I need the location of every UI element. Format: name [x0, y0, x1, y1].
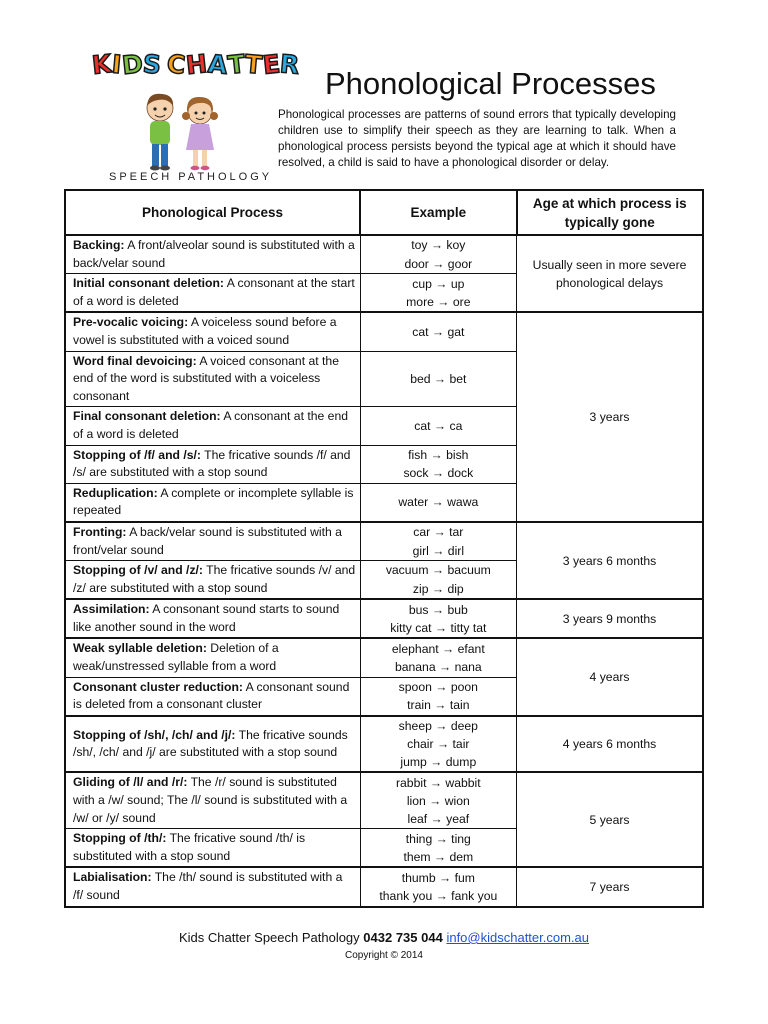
example-item: thing → ting — [405, 831, 471, 846]
footer-phone: 0432 735 044 — [363, 930, 443, 945]
process-description: The fricative sounds /f/ and /s/ are substituted with a stop sound — [73, 447, 351, 480]
process-description: A consonant at the end of a word is deleted — [73, 409, 349, 441]
logo-letter: R — [279, 49, 302, 80]
process-cell — [65, 561, 360, 600]
logo-wordmark — [90, 48, 302, 84]
example-item: door → goor — [404, 256, 473, 271]
process-description: The fricative sounds /v/ and /z/ are substituted with a stop sound — [73, 563, 356, 595]
process-name: Stopping of /th/: — [73, 831, 167, 846]
example-cell — [360, 829, 516, 868]
process-name: Fronting: — [73, 524, 127, 539]
example-item: vacuum → bacuum — [385, 563, 491, 578]
process-name: Stopping of /f/ and /s/: — [73, 447, 201, 462]
example-item: rabbit → wabbit — [395, 775, 481, 790]
process-name: Consonant cluster reduction: — [73, 679, 243, 694]
example-item: sheep → deep — [398, 718, 478, 733]
process-description: A back/velar sound is substituted with a front/velar sound — [73, 524, 342, 557]
process-cell — [65, 867, 360, 906]
process-description: The fricative sound /th/ is substituted with a stop sound — [73, 831, 306, 863]
logo-letter: H — [184, 48, 210, 81]
example-item: them → dem — [403, 849, 474, 864]
example-cell — [360, 867, 516, 906]
example-item: more → ore — [406, 294, 471, 309]
age-cell: Usually seen in more severe phonological delays — [517, 235, 703, 312]
example-item: cat → gat — [412, 324, 465, 339]
example-cell — [360, 599, 516, 638]
example-cell — [360, 235, 516, 274]
process-name: Final consonant deletion: — [73, 409, 221, 424]
process-description: A front/alveolar sound is substituted with a back/velar sound — [73, 238, 355, 270]
process-cell — [65, 716, 360, 773]
example-item: banana → nana — [394, 660, 482, 675]
example-item: leaf → yeaf — [407, 811, 470, 826]
process-description: The /th/ sound is substituted with a /f/ sound — [73, 870, 343, 903]
phonological-process-table — [64, 189, 704, 908]
example-item: elephant → efant — [391, 641, 485, 656]
logo-letter: A — [206, 49, 229, 80]
example-item: sock → dock — [403, 466, 474, 481]
process-cell — [65, 772, 360, 828]
age-cell: 4 years 6 months — [517, 716, 703, 773]
example-item: lion → wion — [406, 793, 470, 808]
logo-subtitle: SPEECH PATHOLOGY — [109, 171, 273, 183]
age-cell: 7 years — [517, 867, 703, 906]
example-cell — [360, 522, 516, 561]
example-cell — [360, 274, 516, 313]
example-cell — [360, 638, 516, 677]
process-cell — [65, 274, 360, 313]
age-cell: 3 years 9 months — [517, 599, 703, 638]
process-description: A consonant at the start of a word is deleted — [73, 276, 355, 308]
process-description: Deletion of a weak/unstressed syllable from a word — [73, 641, 279, 674]
process-cell — [65, 235, 360, 274]
example-item: fish → bish — [408, 447, 469, 462]
process-cell — [65, 829, 360, 868]
process-cell — [65, 677, 360, 716]
process-cell — [65, 445, 360, 483]
example-item: cup → up — [412, 276, 465, 291]
example-cell — [360, 312, 516, 351]
process-cell — [65, 599, 360, 638]
logo-letter: T — [243, 49, 264, 80]
example-item: kitty cat → titty tat — [390, 620, 487, 635]
example-item: bed → bet — [410, 371, 467, 386]
process-cell — [65, 351, 360, 407]
age-cell: 3 years — [517, 312, 703, 522]
process-name: Weak syllable deletion: — [73, 641, 207, 656]
logo-letter: E — [261, 49, 282, 80]
table-row — [65, 235, 703, 274]
copyright: Copyright © 2014 — [345, 950, 423, 961]
header-age: Age at which process is typically gone — [517, 190, 703, 235]
process-cell — [65, 407, 360, 445]
footer-email-link[interactable]: info@kidschatter.com.au — [446, 930, 589, 945]
process-name: Gliding of /l/ and /r/: — [73, 775, 188, 790]
example-cell — [360, 677, 516, 716]
process-description: A complete or incomplete syllable is repeated — [73, 485, 354, 518]
process-name: Initial consonant deletion: — [73, 276, 224, 291]
table-row — [65, 867, 703, 906]
example-item: jump → dump — [400, 755, 477, 770]
example-item: spoon → poon — [398, 680, 478, 695]
age-cell: 4 years — [517, 638, 703, 715]
example-item: bus → bub — [408, 602, 468, 617]
process-description: The /r/ sound is substituted with a /w/ sound; The /l/ sound is substituted with a /w/ or /y/ sound — [73, 775, 348, 825]
example-cell — [360, 483, 516, 522]
table-row — [65, 716, 703, 773]
process-name: Backing: — [73, 238, 125, 252]
process-name: Labialisation: — [73, 870, 152, 885]
example-item: thank you → fank you — [379, 889, 498, 904]
table-row — [65, 599, 703, 638]
example-item: water → wawa — [398, 495, 479, 510]
process-cell — [65, 312, 360, 351]
process-description: The fricative sounds /sh/, /ch/ and /j/ are substituted with a stop sound — [73, 727, 348, 760]
process-name: Word final devoicing: — [73, 353, 197, 368]
example-cell — [360, 445, 516, 483]
header-example: Example — [360, 190, 516, 235]
process-description: A voiced consonant at the end of the word is substituted with a voiceless consonant — [73, 353, 339, 403]
intro-paragraph: Phonological processes are patterns of sound errors that typically developing children use to simplify their speech as they are learning to talk. When a phonological process persists beyond the typical age at which it should have resolved, a child is said to have a phonological disorder or delay. — [278, 108, 676, 169]
process-name: Assimilation: — [73, 602, 150, 617]
example-cell — [360, 407, 516, 445]
example-item: cat → ca — [414, 418, 463, 433]
header-process: Phonological Process — [65, 190, 360, 235]
process-name: Stopping of /v/ and /z/: — [73, 563, 203, 578]
logo-letter: D — [120, 48, 145, 81]
table-row — [65, 772, 703, 828]
example-item: toy → koy — [411, 238, 466, 253]
example-item: car → tar — [413, 525, 464, 540]
logo-letter: T — [226, 49, 247, 80]
process-description: A voiceless sound before a vowel is substituted with a voiced sound — [73, 315, 337, 347]
process-name: Reduplication: — [73, 485, 158, 500]
example-cell — [360, 716, 516, 773]
age-cell: 5 years — [517, 772, 703, 867]
example-item: thumb → fum — [401, 870, 475, 885]
process-cell — [65, 638, 360, 677]
page-title: Phonological Processes — [325, 66, 656, 101]
process-description: A consonant sound starts to sound like another sound in the word — [73, 602, 340, 634]
example-item: girl → dirl — [412, 543, 465, 558]
example-item: train → tain — [407, 698, 470, 713]
age-cell: 3 years 6 months — [517, 522, 703, 599]
logo-letter: I — [110, 49, 123, 80]
process-cell — [65, 522, 360, 561]
footer-business: Kids Chatter Speech Pathology — [179, 930, 360, 945]
kids-illustration-icon — [136, 86, 226, 178]
process-cell — [65, 483, 360, 522]
process-name: Stopping of /sh/, /ch/ and /j/: — [73, 727, 236, 742]
footer — [0, 930, 768, 945]
table-row — [65, 638, 703, 677]
example-item: chair → tair — [407, 737, 470, 752]
example-cell — [360, 772, 516, 828]
table-row — [65, 312, 703, 351]
process-name: Pre-vocalic voicing: — [73, 315, 189, 330]
logo — [84, 48, 302, 190]
table-row — [65, 522, 703, 561]
example-item: zip → dip — [412, 581, 464, 596]
example-cell — [360, 351, 516, 407]
logo-letter: K — [90, 49, 114, 80]
logo-letter: C — [166, 49, 188, 80]
logo-letter: S — [141, 49, 163, 80]
process-description: A consonant sound is deleted from a consonant cluster — [73, 679, 350, 712]
example-cell — [360, 561, 516, 600]
